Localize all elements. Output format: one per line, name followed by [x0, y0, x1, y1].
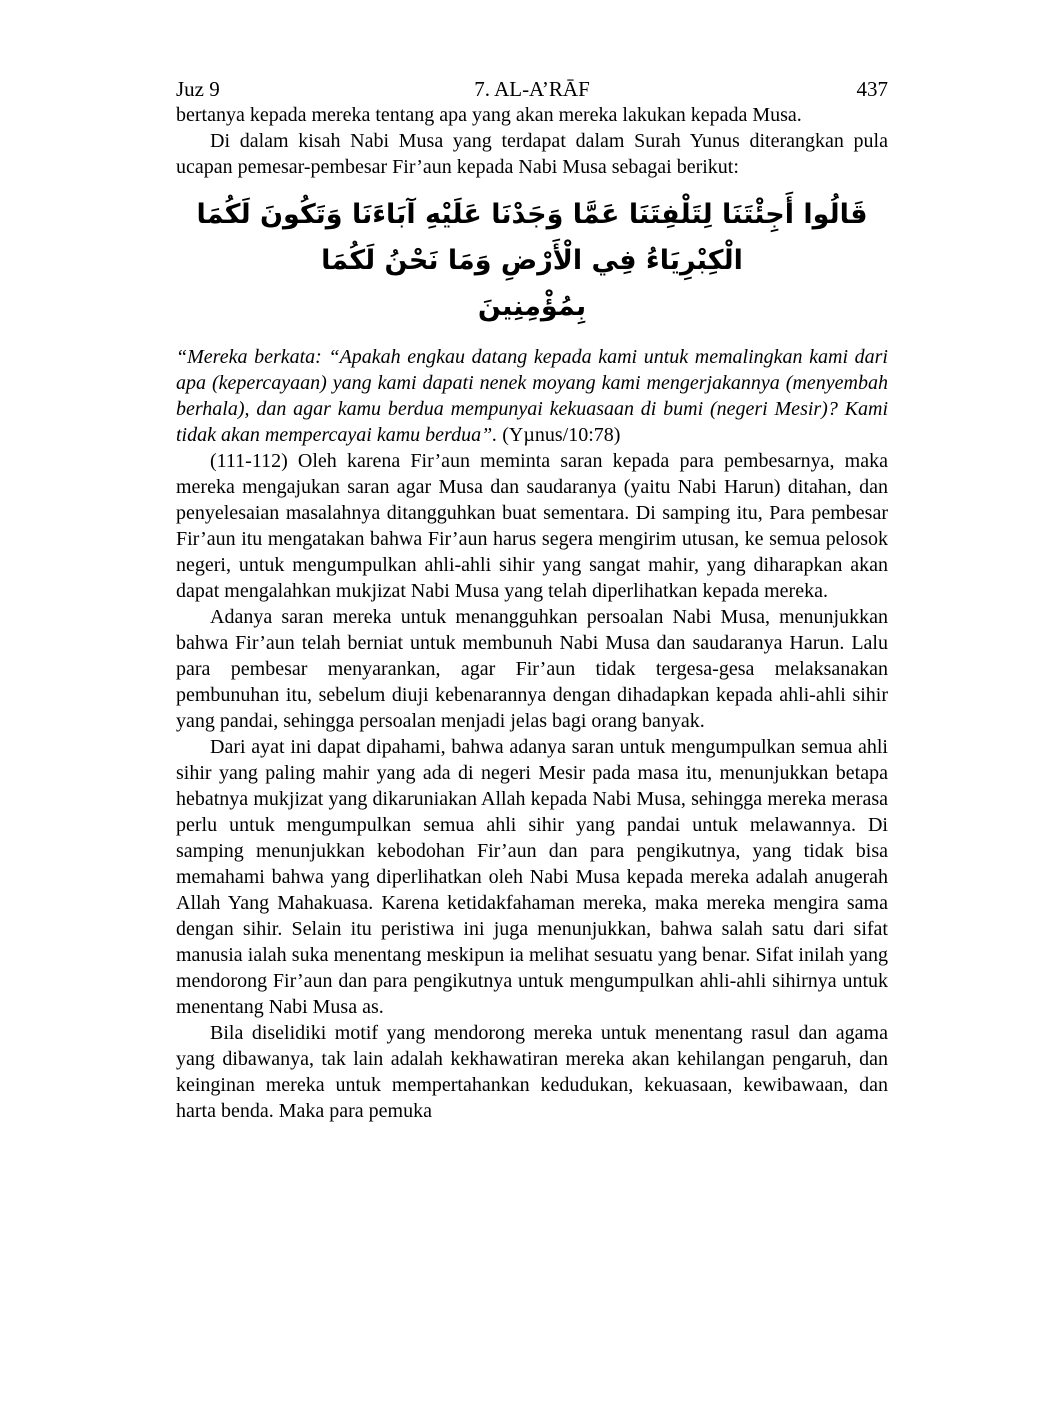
paragraph-commentary-111-112: (111-112) Oleh karena Fir’aun meminta saran kepada para pembesarnya, maka mereka mengajukan saran agar Musa dan saudaranya (yaitu Nabi Harun) ditahan, dan penyelesaian masalahnya ditangguhkan buat sementara. Di samping itu, Para pembesar Fir’aun itu mengatakan bahwa Fir’aun harus segera mengirim utusan, ke semua pelosok negeri, untuk mengumpulkan ahli-ahli sihir yang sangat mahir, yang diharapkan akan dapat mengalahkan mukjizat Nabi Musa yang telah diperlihatkan kepada mereka. — [176, 450, 888, 602]
juz-label: Juz 9 — [176, 77, 220, 101]
paragraph-commentary-adanya-saran: Adanya saran mereka untuk menangguhkan persoalan Nabi Musa, menunjukkan bahwa Fir’aun telah berniat untuk membunuh Nabi Musa dan saudaranya Harun. Lalu para pembesar menyarankan, agar Fir’aun tidak tergesa-gesa melaksanakan pembunuhan itu, sebelum diuji kebenarannya dengan dihadapkan kepada ahli-ahli sihir yang pandai, sehingga persoalan menjadi jelas bagi orang banyak. — [176, 606, 888, 732]
paragraph-continuation: bertanya kepada mereka tentang apa yang akan mereka lakukan kepada Musa. — [176, 104, 802, 126]
translation-text: “Mereka berkata: “Apakah engkau datang kepada kami untuk memalingkan kami dari apa (kepercayaan) yang kami dapati nenek moyang kami mengerjakannya (menyembah berhala), dan agar kamu berdua mempunyai kekuasaan di bumi (negeri Mesir)? Kami tidak akan mempercayai kamu berdua”. — [176, 346, 888, 446]
body-text — [176, 102, 888, 1124]
page-header — [176, 76, 888, 102]
arabic-verse-line-2: بِمُؤْمِنِينَ — [477, 291, 587, 322]
paragraph-commentary-dari-ayat: Dari ayat ini dapat dipahami, bahwa adanya saran untuk mengumpulkan semua ahli sihir yang paling mahir yang ada di negeri Mesir pada masa itu, menunjukkan betapa hebatnya mukjizat yang dikaruniakan Allah kepada Nabi Musa, sehingga mereka merasa perlu untuk mengumpulkan semua ahli sihir yang pandai untuk melawannya. Di samping menunjukkan kebodohan Fir’aun dan para pengikutnya, yang tidak bisa memahami bahwa yang diperlihatkan oleh Nabi Musa kepada mereka adalah anugerah Allah Yang Mahakuasa. Karena ketidakfahaman mereka, maka mereka mengira sama dengan sihir. Selain itu peristiwa ini juga menunjukkan, bahwa salah satu dari sifat manusia ialah suka menentang meskipun ia melihat sesuatu yang benar. Sifat inilah yang mendorong Fir’aun dan para pengikutnya untuk mengumpulkan ahli-ahli sihirnya untuk menentang Nabi Musa as. — [176, 736, 888, 1018]
verse-reference: (Yµnus/10:78) — [502, 424, 621, 446]
verse-translation — [176, 344, 888, 448]
surah-title: 7. AL-A’RĀF — [474, 77, 590, 101]
arabic-verse-line-1: قَالُوا أَجِئْتَنَا لِتَلْفِتَنَا عَمَّا وَجَدْنَا عَلَيْهِ آبَاءَنَا وَتَكُونَ لَكُمَا الْكِبْرِيَاءُ فِي الْأَرْضِ وَمَا نَحْنُ لَكُمَا — [196, 199, 868, 276]
quran-verse-arabic — [176, 192, 888, 330]
paragraph-commentary-motif: Bila diselidiki motif yang mendorong mereka untuk menentang rasul dan agama yang dibawanya, tak lain adalah kekhawatiran mereka akan kehilangan pengaruh, dan keinginan mereka untuk mempertahankan kedudukan, kekuasaan, kewibawaan, dan harta benda. Maka para pemuka — [176, 1022, 888, 1122]
page-content — [176, 76, 888, 1124]
page-number: 437 — [856, 77, 888, 101]
paragraph-intro-quote: Di dalam kisah Nabi Musa yang terdapat dalam Surah Yunus diterangkan pula ucapan pemesar-pembesar Fir’aun kepada Nabi Musa sebagai berikut: — [176, 130, 888, 178]
